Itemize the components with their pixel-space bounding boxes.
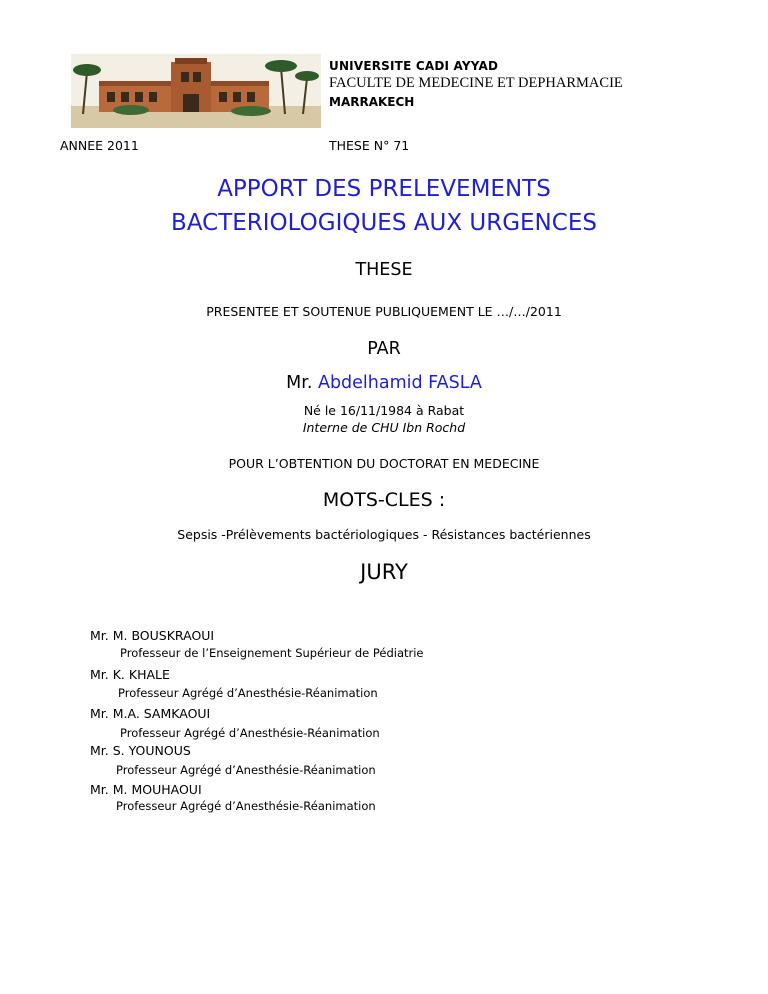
jury-member-name: Mr. M.A. SAMKAOUI — [90, 706, 211, 721]
author-birth: Né le 16/11/1984 à Rabat — [303, 403, 465, 418]
jury-member-name: Mr. K. KHALE — [90, 667, 170, 682]
jury-member-name: Mr. S. YOUNOUS — [90, 743, 191, 758]
author-line — [0, 373, 768, 393]
jury-label: JURY — [360, 560, 408, 584]
thesis-year: ANNEE 2011 — [60, 138, 139, 153]
jury-member-role: Professeur de l’Enseignement Supérieur de Pédiatrie — [120, 646, 424, 660]
faculty-building-logo — [71, 54, 321, 128]
jury-member-role: Professeur Agrégé d’Anesthésie-Réanimation — [116, 799, 376, 813]
author-prefix: Mr. — [286, 373, 313, 393]
degree-statement: POUR L’OBTENTION DU DOCTORAT EN MEDECINE — [228, 456, 540, 471]
keywords-label: MOTS-CLES : — [322, 489, 446, 511]
university-name: UNIVERSITE CADI AYYAD — [329, 59, 499, 73]
jury-member-role: Professeur Agrégé d’Anesthésie-Réanimation — [118, 686, 378, 700]
jury-member-role: Professeur Agrégé d’Anesthésie-Réanimation — [120, 726, 380, 740]
thesis-title-line2: BACTERIOLOGIQUES AUX URGENCES — [171, 210, 597, 236]
jury-member-name: Mr. M. MOUHAOUI — [90, 782, 202, 797]
thesis-number: THESE N° 71 — [329, 138, 410, 153]
par-label: PAR — [367, 339, 401, 359]
jury-member-name: Mr. M. BOUSKRAOUI — [90, 628, 215, 643]
presentation-statement: PRESENTEE ET SOUTENUE PUBLIQUEMENT LE …/…/2011 — [206, 304, 562, 319]
jury-member-role: Professeur Agrégé d’Anesthésie-Réanimation — [116, 763, 376, 777]
thesis-label: THESE — [355, 260, 413, 280]
keywords-list: Sepsis -Prélèvements bactériologiques - Résistances bactériennes — [177, 527, 591, 542]
thesis-title-line1: APPORT DES PRELEVEMENTS — [217, 176, 551, 202]
author-position: Interne de CHU Ibn Rochd — [302, 420, 466, 435]
faculty-name: FACULTE DE MEDECINE ET DEPHARMACIE — [329, 75, 623, 91]
city-name: MARRAKECH — [329, 95, 415, 109]
author-name: Abdelhamid FASLA — [317, 373, 482, 393]
